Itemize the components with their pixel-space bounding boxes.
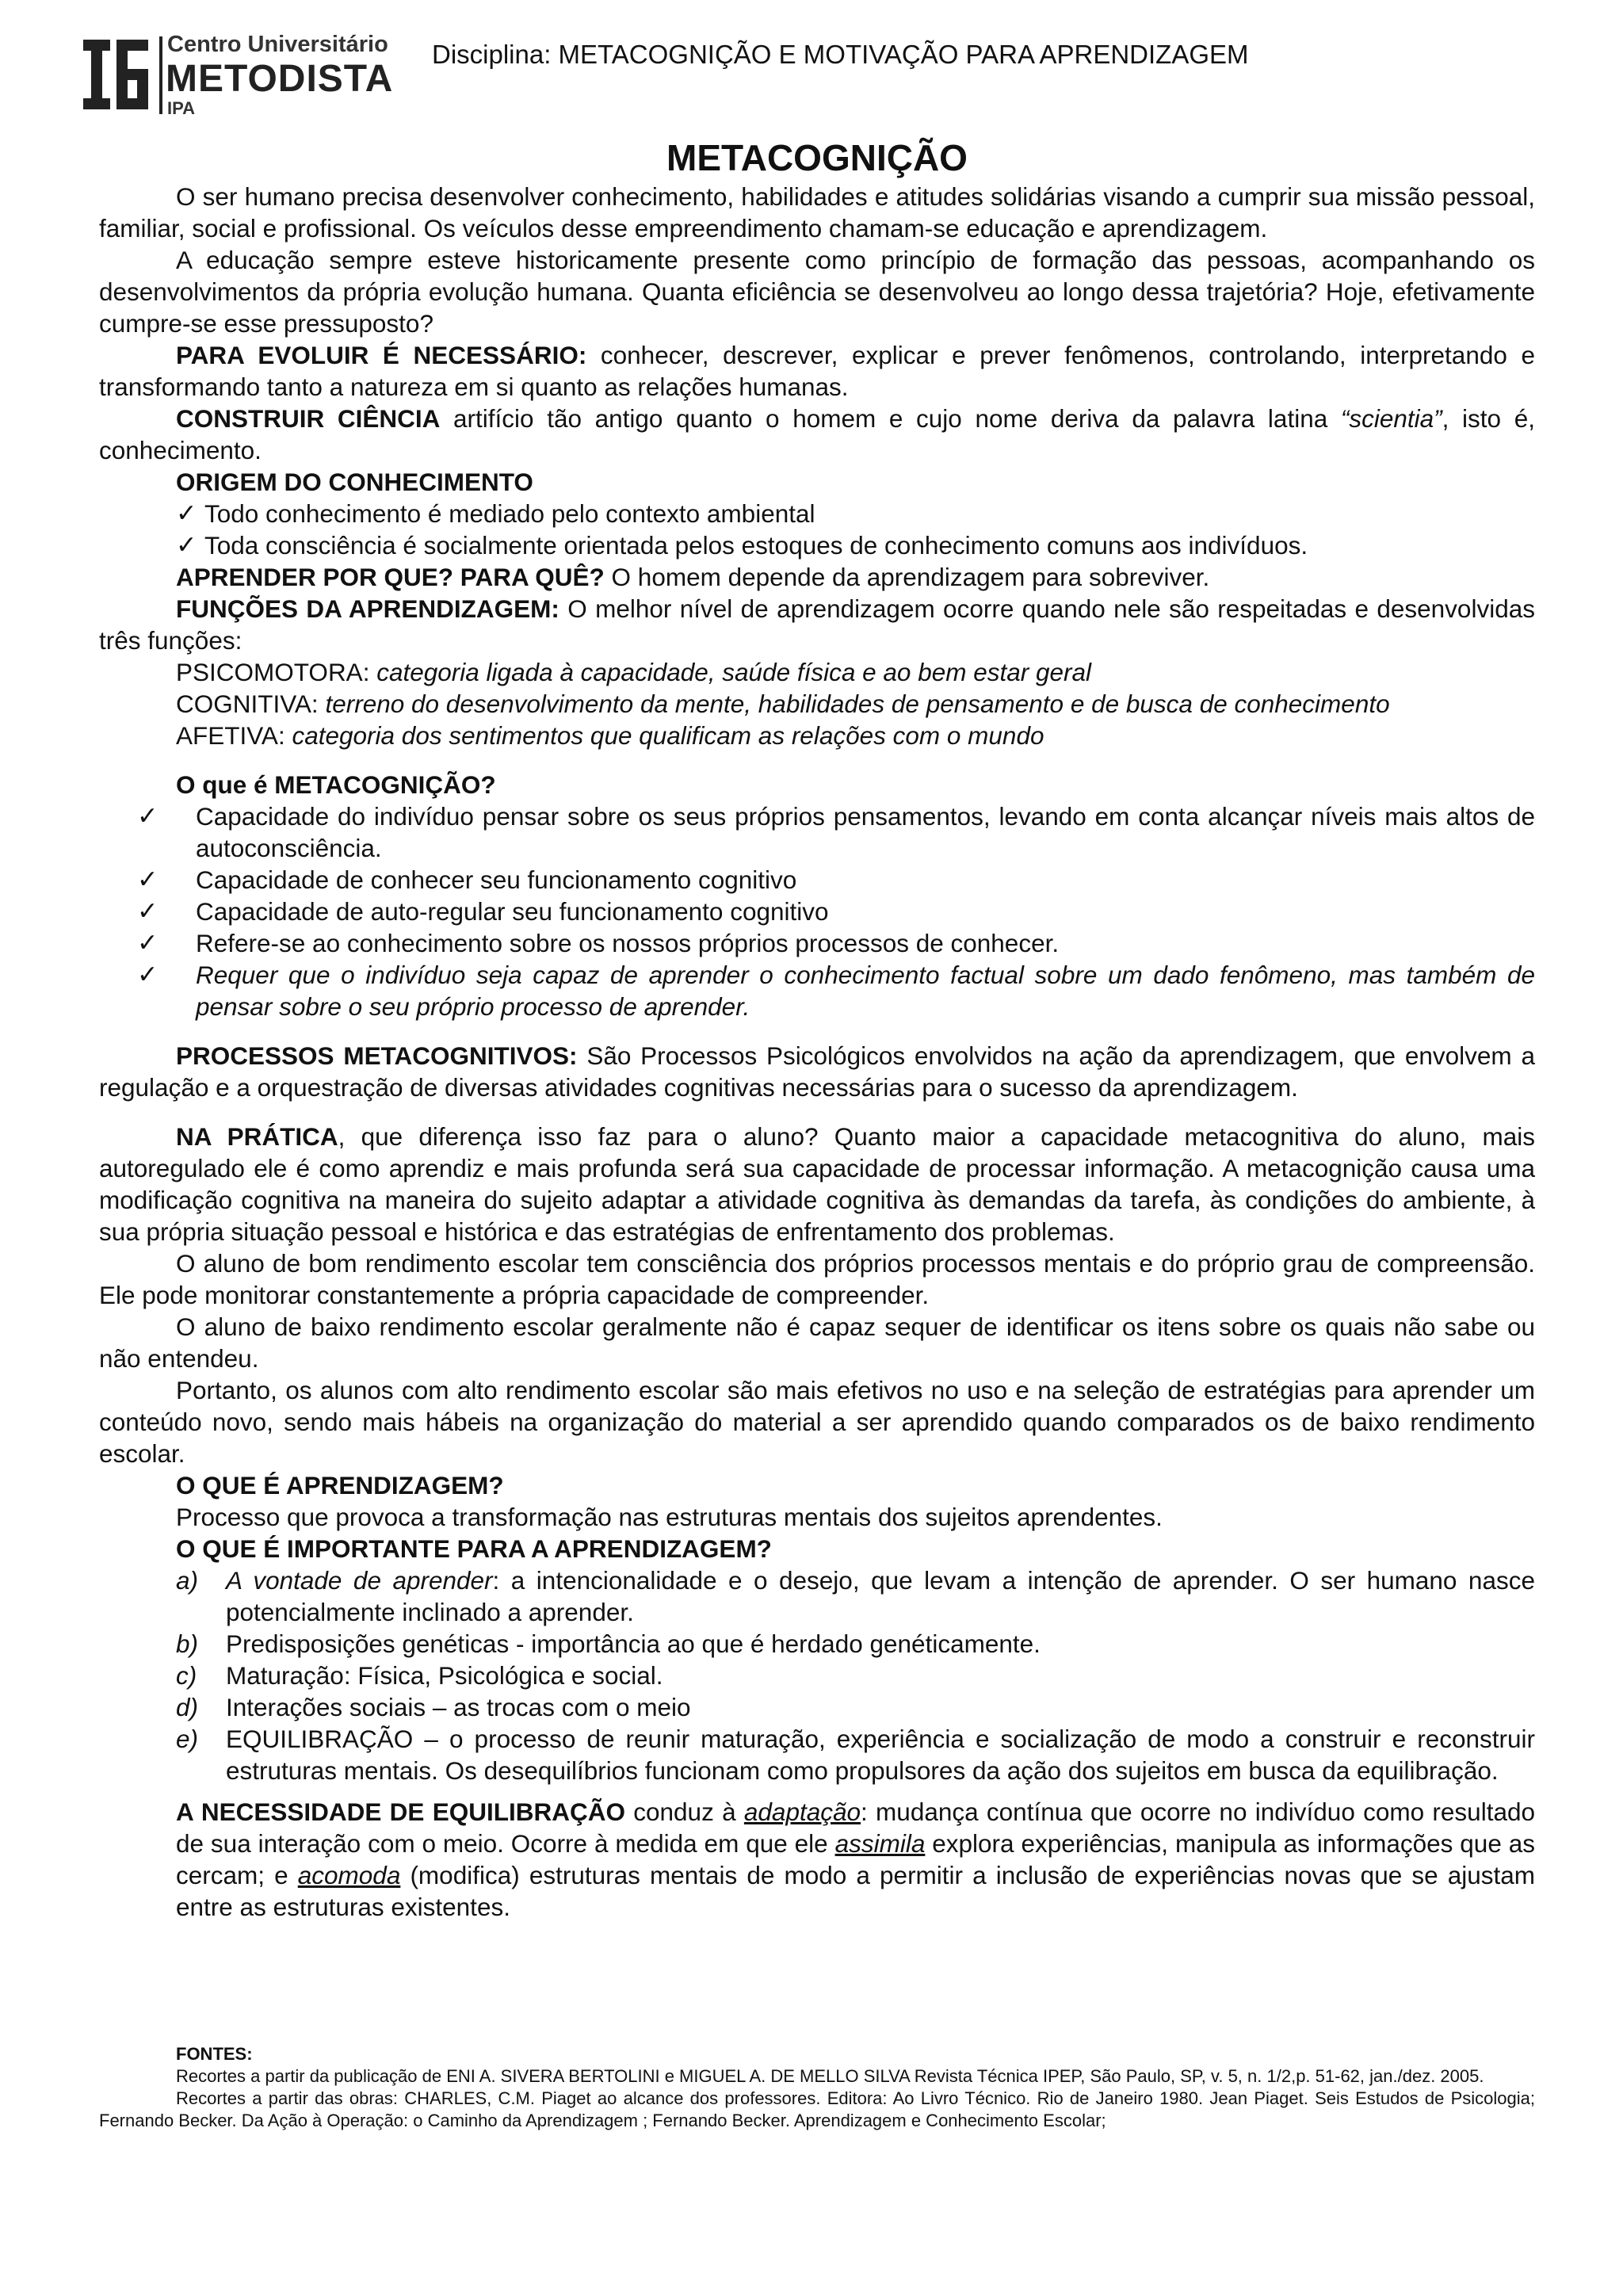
processos-text: São Processos Psicológicos envolvidos na ação da aprendizagem, que envolvem a regulação e a orquestração de diversas atividades cognitivas necessárias para o sucesso da aprendizagem. (99, 1041, 1535, 1102)
funcao-cognitiva: COGNITIVA: terreno do desenvolvimento da mente, habilidades de pensamento e de busca de conhecimento (176, 690, 1390, 718)
funcao-psicomotora: PSICOMOTORA: categoria ligada à capacidade, saúde física e ao bem estar geral (176, 658, 1092, 686)
list-item: a) A vontade de aprender: a intencionalidade e o desejo, que levam a intenção de aprender. O ser humano nasce potencialmente inclinado a aprender. (176, 1566, 1535, 1626)
acomoda-term: acomoda (297, 1861, 401, 1889)
paragraph-aprender (99, 561, 1535, 593)
discipline-title: Disciplina: METACOGNIÇÃO E MOTIVAÇÃO PARA APRENDIZAGEM (432, 40, 1249, 69)
ciencia-text-a: artifício tão antigo quanto o homem e cujo nome deriva da palavra latina (440, 404, 1341, 433)
list-item: d) Interações sociais – as trocas com o meio (176, 1693, 691, 1721)
assimila-term: assimila (834, 1829, 926, 1858)
aprendizagem-definition: Processo que provoca a transformação nas estruturas mentais dos sujeitos aprendentes. (176, 1503, 1163, 1531)
sources-heading: FONTES: (176, 2044, 253, 2064)
paragraph-ciencia (99, 403, 1535, 466)
aprender-label: APRENDER POR QUE? PARA QUÊ? (176, 563, 605, 591)
sources-section (99, 2043, 1535, 2132)
processos-label: PROCESSOS METACOGNITIVOS: (176, 1041, 578, 1070)
list-item: c) Maturação: Física, Psicológica e social. (176, 1661, 663, 1690)
meta-list (99, 800, 1535, 1022)
logo-line3: IPA (167, 98, 196, 118)
origem-heading: ORIGEM DO CONHECIMENTO (176, 468, 533, 496)
evoluir-text: conhecer, descrever, explicar e prever fenômenos, controlando, interpretando e transformando tanto a natureza em si quanto as relações humanas. (99, 341, 1535, 401)
logo-mark-icon (83, 40, 155, 109)
funcao-afetiva: AFETIVA: categoria dos sentimentos que qualificam as relações com o mundo (176, 721, 1044, 750)
list-item: ✓ Todo conhecimento é mediado pelo contexto ambiental (176, 498, 1535, 529)
list-item: ✓ Capacidade do indivíduo pensar sobre os seus próprios pensamentos, levando em conta alcançar níveis mais altos de autoconsciência. (99, 800, 1535, 864)
necessidade-label: A NECESSIDADE DE EQUILIBRAÇÃO (176, 1797, 625, 1826)
logo-divider (159, 36, 162, 114)
paragraph-evoluir (99, 339, 1535, 403)
logo-line1: Centro Universitário (167, 32, 388, 57)
source-reference: Recortes a partir da publicação de ENI A. SIVERA BERTOLINI e MIGUEL A. DE MELLO SILVA Revista Técnica IPEP, São Paulo, SP, v. 5, n. 1/2,p. 51-62, jan./dez. 2005. (176, 2066, 1484, 2086)
paragraph-educacao: A educação sempre esteve historicamente presente como princípio de formação das pessoas, acompanhando os desenvolvimentos da própria evolução humana. Quanta eficiência se desenvolveu ao longo dessa trajetória? Hoje, efetivamente cumpre-se esse pressuposto? (99, 246, 1535, 338)
meta-heading: O que é METACOGNIÇÃO? (176, 770, 496, 799)
paragraph-baixo-rendimento: O aluno de baixo rendimento escolar geralmente não é capaz sequer de identificar os itens sobre os quais não sabe ou não entendeu. (99, 1312, 1535, 1373)
paragraph-portanto: Portanto, os alunos com alto rendimento escolar são mais efetivos no uso e na seleção de estratégias para aprender um conteúdo novo, sendo mais hábeis na organização do material a ser aprendido quando comparados os de baixo rendimento escolar. (99, 1376, 1535, 1468)
ciencia-italic: “scientia” (1340, 404, 1442, 433)
funcoes-text: O melhor nível de aprendizagem ocorre quando nele são respeitadas e desenvolvidas três funções: (99, 594, 1535, 655)
evoluir-label: PARA EVOLUIR É NECESSÁRIO: (176, 341, 587, 369)
pratica-label: NA PRÁTICA (176, 1122, 338, 1151)
aprendizagem-heading: O QUE É APRENDIZAGEM? (176, 1471, 504, 1499)
list-item: ✓ Toda consciência é socialmente orientada pelos estoques de conhecimento comuns aos indivíduos. (176, 529, 1535, 561)
paragraph-intro: O ser humano precisa desenvolver conhecimento, habilidades e atitudes solidárias visando a cumprir sua missão pessoal, familiar, social e profissional. Os veículos desse empreendimento chamam-se educação e aprendizagem. (99, 182, 1535, 243)
paragraph-pratica (99, 1121, 1535, 1247)
paragraph-processos (99, 1040, 1535, 1103)
adaptacao-term: adaptação (743, 1797, 861, 1826)
logo-line2: METODISTA (166, 58, 394, 100)
list-item: ✓ Requer que o indivíduo seja capaz de aprender o conhecimento factual sobre um dado fenômeno, mas também de pensar sobre o seu próprio processo de aprender. (99, 959, 1535, 1022)
funcoes-label: FUNÇÕES DA APRENDIZAGEM: (176, 594, 559, 623)
ciencia-label: CONSTRUIR CIÊNCIA (176, 404, 441, 433)
page-header (83, 30, 1573, 117)
paragraph-bom-rendimento: O aluno de bom rendimento escolar tem consciência dos próprios processos mentais e do próprio grau de compreensão. Ele pode monitorar constantemente a própria capacidade de compreender. (99, 1249, 1535, 1309)
paragraph-necessidade: A NECESSIDADE DE EQUILIBRAÇÃO conduz à adaptação: mudança contínua que ocorre no indivíduo como resultado de sua interação com o meio. Ocorre à medida em que ele assimila explora experiências, manipula as informações que as cercam; e acomoda (modifica) estruturas mentais de modo a permitir a inclusão de experiências novas que se ajustam entre as estruturas existentes. (176, 1797, 1535, 1921)
pratica-text: , que diferença isso faz para o aluno? Quanto maior a capacidade metacognitiva do aluno, mais autoregulado ele é como aprendiz e mais profunda será sua capacidade de processar informação. A metacognição causa uma modificação cognitiva na maneira do sujeito adaptar a atividade cognitiva às demandas da tarefa, às condições do ambiente, à sua própria situação pessoal e histórica e das estratégias de enfrentamento dos problemas. (99, 1122, 1536, 1246)
list-item: ✓ Capacidade de auto-regular seu funcionamento cognitivo (99, 896, 1535, 927)
document-body (99, 135, 1535, 1923)
aprender-text: O homem depende da aprendizagem para sobreviver. (604, 563, 1210, 591)
list-item: ✓ Refere-se ao conhecimento sobre os nossos próprios processos de conhecer. (99, 927, 1535, 959)
list-item: e) EQUILIBRAÇÃO – o processo de reunir maturação, experiência e socialização de modo a construir e reconstruir estruturas mentais. Os desequilíbrios funcionam como propulsores da ação dos sujeitos em busca da equilibração. (176, 1725, 1535, 1785)
page-title: METACOGNIÇÃO (666, 137, 968, 178)
list-item: b) Predisposições genéticas - importância ao que é herdado genéticamente. (176, 1629, 1041, 1658)
origem-list (99, 498, 1535, 561)
importante-list (99, 1564, 1535, 1786)
paragraph-funcoes (99, 593, 1535, 656)
source-reference: Recortes a partir das obras: CHARLES, C.M. Piaget ao alcance dos professores. Editora: Ao Livro Técnico. Rio de Janeiro 1980. Jean Piaget. Seis Estudos de Psicologia; Fernando Becker. Da Ação à Operação: o Caminho da Aprendizagem ; Fernando Becker. Aprendizagem e Conhecimento Escolar; (99, 2088, 1535, 2130)
ciencia-text-b: , isto é, conhecimento. (99, 404, 1535, 464)
list-item: ✓ Capacidade de conhecer seu funcionamento cognitivo (99, 864, 1535, 896)
university-logo (83, 30, 394, 118)
importante-heading: O QUE É IMPORTANTE PARA A APRENDIZAGEM? (176, 1534, 772, 1563)
